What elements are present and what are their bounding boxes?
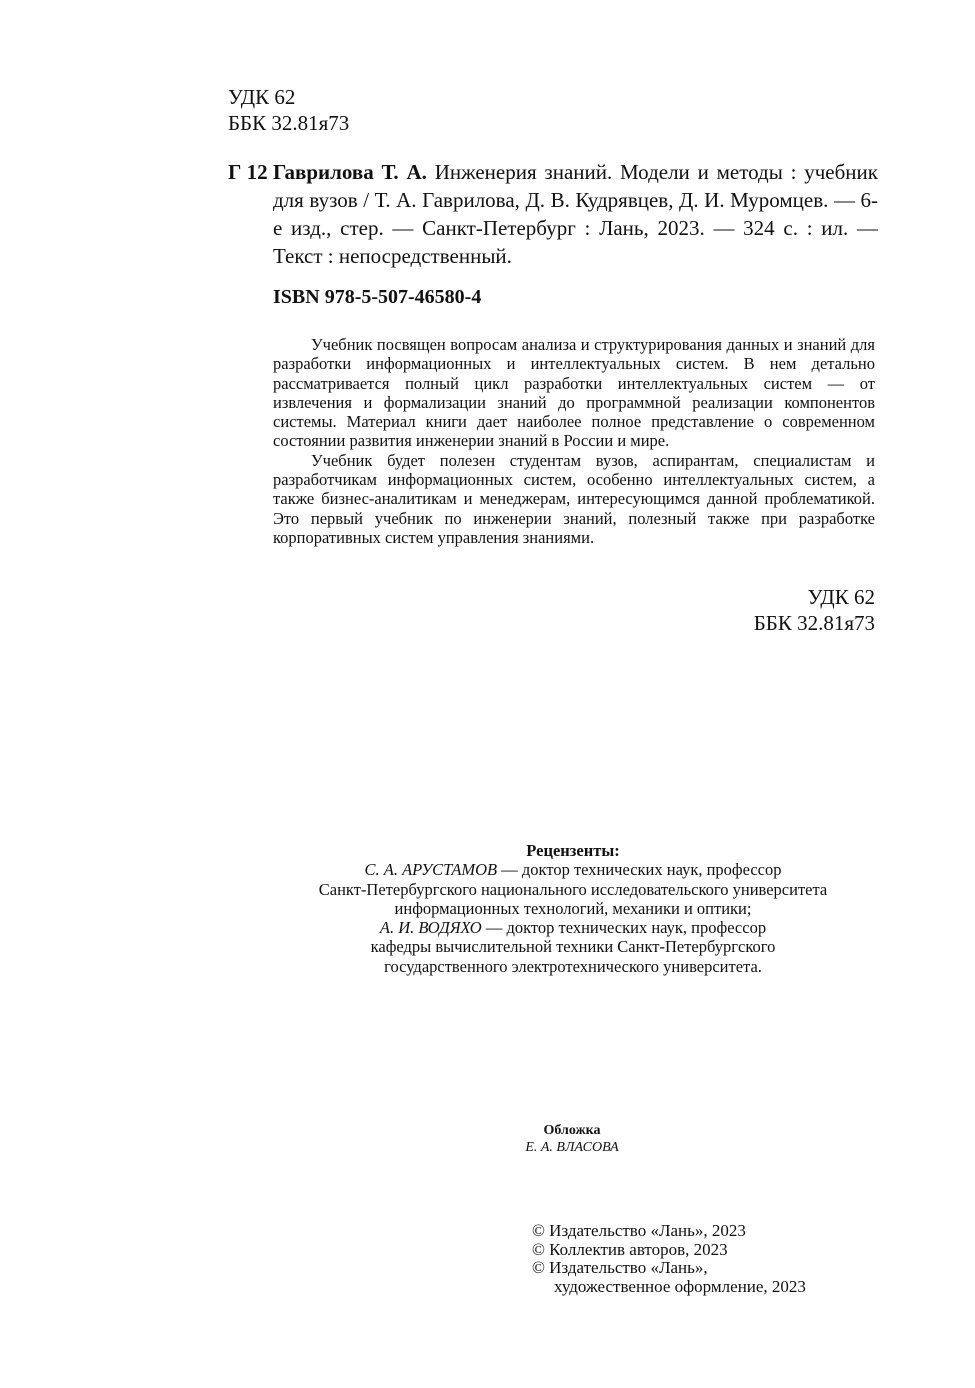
cover-designer: Е. А. ВЛАСОВА [525,1140,619,1155]
reviewer-1 [260,860,886,879]
bibliographic-entry [228,158,878,270]
reviewers-block [260,841,886,976]
reviewer-affiliation: информационных технологий, механики и оптики; [394,898,752,918]
bbk-code: ББК 32.81я73 [228,111,350,135]
copyright-line: художественное оформление, 2023 [554,1276,806,1296]
bbk-code: ББК 32.81я73 [753,611,875,635]
udk-code: УДК 62 [807,585,875,609]
bibliographic-description [273,158,878,270]
classification-block-top [228,84,349,136]
copyright-line: © Издательство «Лань», [532,1258,708,1277]
abstract [273,335,875,547]
reviewer-name: А. И. ВОДЯХО [379,918,482,938]
reviewers-heading: Рецензенты: [526,841,620,860]
copyright-line: © Коллектив авторов, 2023 [532,1239,728,1259]
author-code: Г 12 [228,160,268,184]
reviewer-affiliation: кафедры вычислительной техники Санкт-Петербургского [370,937,776,957]
reviewer-affiliation: государственного электротехнического университета. [384,956,762,976]
reviewer-name: С. А. АРУСТАМОВ [364,860,498,880]
author-name: Гаврилова Т. А. [273,160,427,184]
cover-credit [472,1122,672,1156]
udk-code: УДК 62 [228,85,296,109]
copyright-block [532,1222,806,1296]
isbn: ISBN 978-5-507-46580-4 [273,286,482,308]
reviewer-affiliation: Санкт-Петербургского национального исследовательского университета [318,879,828,899]
copyright-line: © Издательство «Лань», 2023 [532,1221,746,1240]
reviewer-2 [260,918,886,937]
abstract-paragraph: Учебник посвящен вопросам анализа и структурирования данных и знаний для разработки информационных и интеллектуальных систем. В нем детально рассматривается полный цикл разработки интеллектуальных систем — от извлечения и формализации знаний до программной реализации компонентов системы. Материал книги дает наиболее полное представление о современном состоянии развития инженерии знаний в России и мире. [273,335,875,451]
description-text: Инженерия знаний. Модели и методы : учебник для вузов / Т. А. Гаврилова, Д. В. Кудрявцев, Д. И. Муромцев. — 6-е изд., стер. — Санкт-Петербург : Лань, 2023. — 324 с. : ил. — Текст : непосредственный. [273,160,878,268]
classification-block-right [700,584,875,636]
abstract-paragraph: Учебник будет полезен студентам вузов, аспирантам, специалистам и разработчикам информационных систем, особенно интеллектуальных систем, а также бизнес-аналитикам и менеджерам, интересующимся данной проблематикой. Это первый учебник по инженерии знаний, полезный также при разработке корпоративных систем управления знаниями. [273,450,875,547]
cover-heading: Обложка [543,1123,601,1138]
reviewer-title: — доктор технических наук, профессор [497,860,782,880]
reviewer-title: — доктор технических наук, профессор [481,918,767,938]
